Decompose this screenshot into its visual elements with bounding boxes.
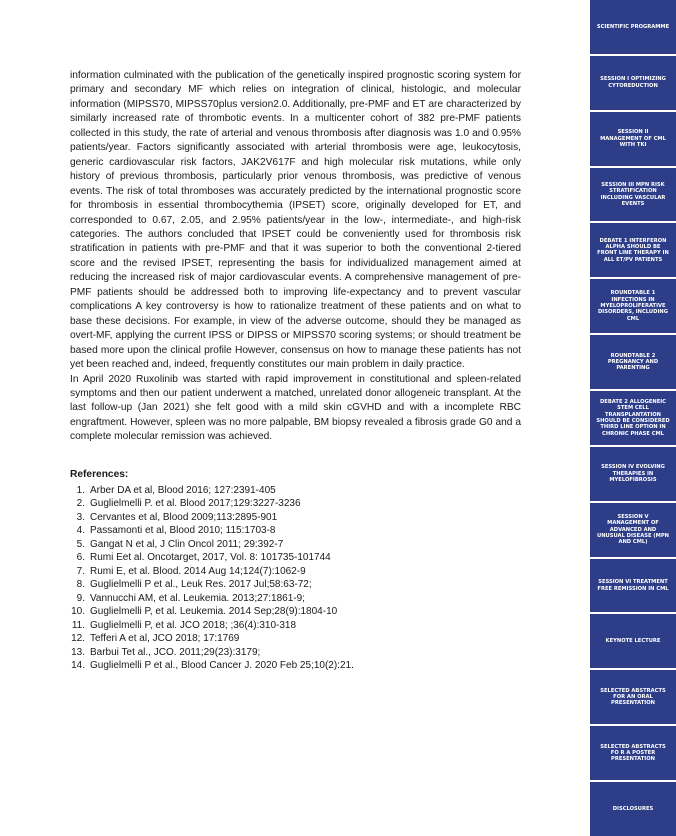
nav-tab-debate-1[interactable]: DEBATE 1 INTERFERON ALPHA SHOULD BE FRONT LINE THERAPY IN ALL ET/PV PATIENTS (590, 223, 676, 277)
reference-text: Barbui Tet al., JCO. 2011;29(23):3179; (90, 646, 261, 658)
reference-text: Tefferi A et al, JCO 2018; 17:1769 (90, 633, 240, 645)
reference-number: 8. (76, 579, 85, 591)
nav-tab-roundtable-2[interactable]: ROUNDTABLE 2 PREGNANCY AND PARENTING (590, 335, 676, 389)
reference-text: Rumi E, et al. Blood. 2014 Aug 14;124(7):1062-9 (90, 565, 306, 577)
reference-item (70, 605, 521, 619)
nav-tab-session-1[interactable]: SESSION I OPTIMIZING CYTOREDUCTION (590, 56, 676, 110)
reference-number: 7. (76, 565, 85, 577)
reference-item (70, 565, 521, 579)
reference-number: 2. (76, 498, 85, 510)
nav-tab-keynote-lecture[interactable]: KEYNOTE LECTURE (590, 614, 676, 668)
reference-text: Guglielmelli P, et al. Leukemia. 2014 Sep;28(9):1804-10 (90, 606, 338, 618)
reference-text: Vannucchi AM, et al. Leukemia. 2013;27:1861-9; (90, 592, 305, 604)
reference-text: Guglielmelli P et al., Blood Cancer J. 2020 Feb 25;10(2):21. (90, 660, 354, 672)
reference-item (70, 578, 521, 592)
reference-item (70, 497, 521, 511)
nav-tab-session-2[interactable]: SESSION II MANAGEMENT OF CML WITH TKI (590, 112, 676, 166)
reference-item (70, 524, 521, 538)
reference-item (70, 551, 521, 565)
reference-item (70, 659, 521, 673)
reference-item (70, 511, 521, 525)
reference-number: 12. (71, 633, 85, 645)
reference-number: 4. (76, 525, 85, 537)
nav-tab-session-4[interactable]: SESSION IV EVOLVING THERAPIES IN MYELOFIBROSIS (590, 447, 676, 501)
nav-tab-session-6[interactable]: SESSION VI TREATMENT FREE REMISSION IN CML (590, 559, 676, 613)
reference-number: 10. (71, 606, 85, 618)
reference-item (70, 592, 521, 606)
reference-text: Guglielmelli P. et al. Blood 2017;129:3227-3236 (90, 498, 301, 510)
reference-number: 9. (76, 592, 85, 604)
reference-text: Rumi Eet al. Oncotarget, 2017, Vol. 8: 101735-101744 (90, 552, 331, 564)
main-content (70, 69, 521, 673)
reference-number: 5. (76, 538, 85, 550)
nav-tab-scientific-programme[interactable]: SCIENTIFIC PROGRAMME (590, 0, 676, 54)
reference-text: Gangat N et al, J Clin Oncol 2011; 29:392-7 (90, 538, 284, 550)
nav-tab-roundtable-1[interactable]: ROUNDTABLE 1 INFECTIONS IN MYELOPROLIFERATIVE DISORDERS, INCLUDING CML (590, 279, 676, 333)
reference-number: 3. (76, 511, 85, 523)
nav-tab-poster-abstracts[interactable]: SELECTED ABSTRACTS FO R A POSTER PRESENTATION (590, 726, 676, 780)
nav-tab-disclosures[interactable]: DISCLOSURES (590, 782, 676, 836)
reference-number: 14. (71, 660, 85, 672)
reference-text: Arber DA et al, Blood 2016; 127:2391-405 (90, 484, 276, 496)
section-nav-sidebar (590, 0, 676, 836)
reference-number: 6. (76, 552, 85, 564)
reference-number: 1. (76, 484, 85, 496)
nav-tab-debate-2[interactable]: DEBATE 2 ALLOGENEIC STEM CELL TRANSPLANTATION SHOULD BE CONSIDERED THIRD LINE OPTION IN CHRONIC PHASE CML (590, 391, 676, 445)
nav-tab-session-3[interactable]: SESSION III MPN RISK STRATIFICATION INCLUDING VASCULAR EVENTS (590, 168, 676, 222)
reference-number: 11. (71, 619, 85, 631)
reference-text: Guglielmelli P et al., Leuk Res. 2017 Jul;58:63-72; (90, 579, 312, 591)
references-heading: References: (70, 468, 129, 480)
nav-tab-session-5[interactable]: SESSION V MANAGEMENT OF ADVANCED AND UNUSUAL DISEASE (MPN AND CML) (590, 503, 676, 557)
reference-text: Passamonti et al, Blood 2010; 115:1703-8 (90, 525, 276, 537)
reference-item (70, 538, 521, 552)
nav-tab-oral-abstracts[interactable]: SELECTED ABSTRACTS FOR AN ORAL PRESENTATION (590, 670, 676, 724)
reference-item (70, 619, 521, 633)
reference-item (70, 484, 521, 498)
reference-text: Cervantes et al, Blood 2009;113:2895-901 (90, 511, 278, 523)
references-list (70, 484, 521, 673)
reference-item (70, 632, 521, 646)
reference-text: Guglielmelli P, et al. JCO 2018; ;36(4):310-318 (90, 619, 297, 631)
body-paragraph: information culminated with the publication of the genetically inspired prognostic scoring system for primary and secondary MF which relies on integration of clinical, histologic, and molecular information (MIPSS70, MIPSS70plus version2.0. Additionally, pre-PMF and ET are characterized by similarly increased rate of thrombotic events. In a multicenter cohort of 382 pre-PMF patients collected in this study, the rate of arterial and venous thrombosis after diagnosis was 1.0 and 0.95% patients/year. Factors significantly associated with arterial thrombosis were age, leukocytosis, generic cardiovascular risk factors, JAK2V617F and high molecular risk mutations, while only history of previous thrombosis, particularly prior venous thrombosis, was predictive of venous events. The risk of total thromboses was accurately predicted by the international prognostic score for thrombosis in essential thrombocythemia (IPSET) score, originally developed for ET, and corresponded to 0.67, 2.05, and 2.95% patients/year in the low-, intermediate-, and high-risk categories. The authors concluded that IPSET could be conveniently used for thrombosis risk stratification in patients with pre-PMF and that it was superior to both the conventional 2-tiered score and the revised IPSET, representing the basis for individualized management aimed at reducing the increased risk of major cardiovascular events. A comprehensive management of pre-PMF patients should be addressed both to improving life-expectancy and to prevent vascular complications A key controversy is how to rationalize treatment of these patients and on what to base these decisions. For example, in view of the adverse outcome, should they be managed as overt-MF, applying the current IPSS or DIPSS or MIPSS70 scoring systems; or should treatment be based more upon the clinical profile However, consensus on how to manage these patients has not yet been reached and, indeed, frequently constitutes our main problem in daily practice. (70, 70, 521, 371)
reference-item (70, 646, 521, 660)
reference-number: 13. (71, 646, 85, 658)
body-paragraph: In April 2020 Ruxolinib was started with rapid improvement in constitutional and spleen-related symptoms and then our patient underwent a matched, unrelated donor allogeneic transplant. At the last follow-up (Jan 2021) she felt good with a mild skin cGVHD and with a incomplete RBC engraftment. However, spleen was no more palpable, BM biopsy revealed a fibrosis grade G0 and a complete molecular remission was achieved. (70, 373, 521, 443)
